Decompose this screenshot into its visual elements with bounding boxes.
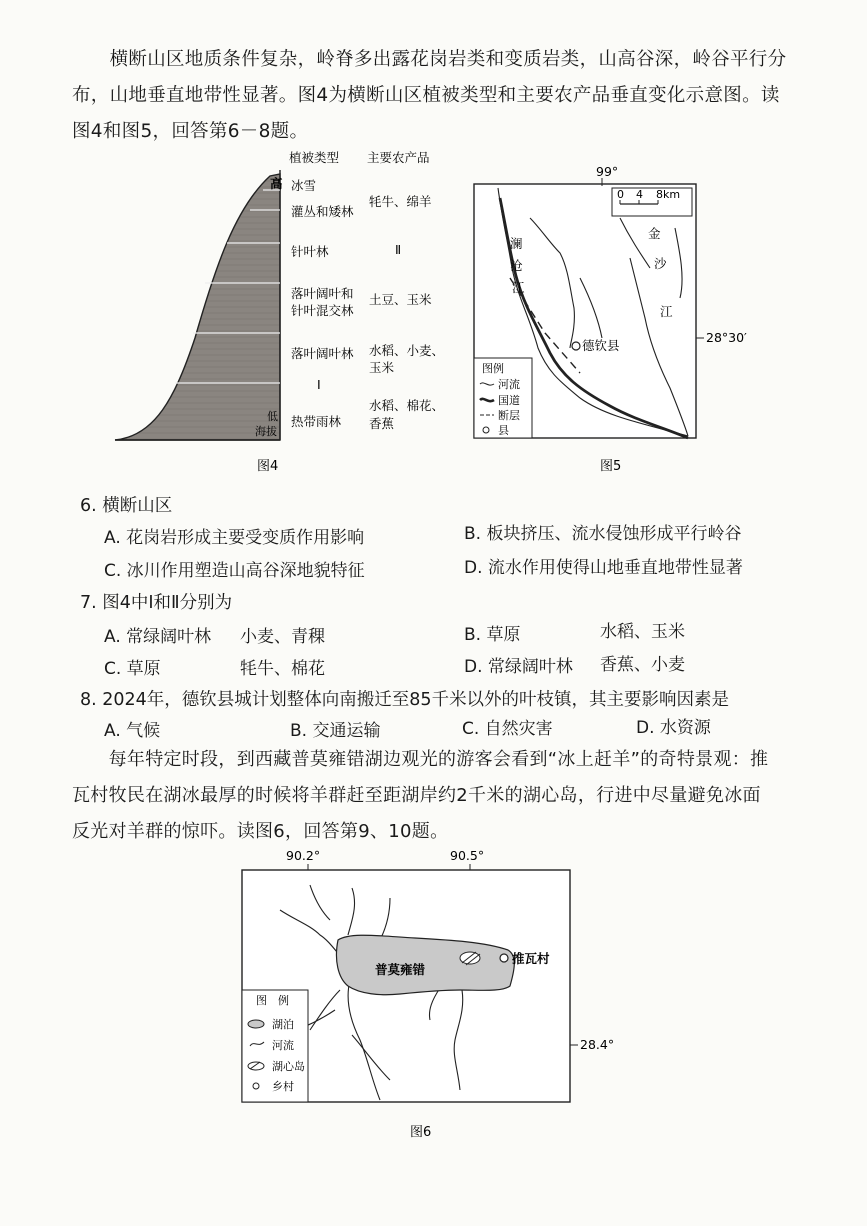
lancang-2: 沧	[510, 258, 523, 273]
lancang-3: 江	[512, 280, 525, 295]
lon-905-label: 90.5°	[450, 848, 485, 863]
intro2-line2: 瓦村牧民在湖冰最厚的时候将羊群赶至距湖岸约2千米的湖心岛，行进中尽量避免冰面	[72, 785, 761, 806]
legend6-village: 乡村	[272, 1080, 294, 1093]
q7-option-a-prod: 小麦、青稞	[240, 627, 325, 647]
tuiwa-village-label: 推瓦村	[512, 951, 550, 966]
q7-option-c-veg: C. 草原	[104, 659, 161, 679]
q7-stem: 7. 图4中Ⅰ和Ⅱ分别为	[80, 593, 233, 613]
jinsha-1: 金	[648, 226, 661, 241]
zone-veg-3a: 落叶阔叶和	[291, 286, 354, 301]
q8-option-d: D. 水资源	[636, 718, 711, 738]
q7-option-b-prod: 水稻、玉米	[600, 622, 685, 642]
q7-option-d-veg: D. 常绿阔叶林	[464, 657, 573, 677]
intro2-line3: 反光对羊群的惊吓。读图6，回答第9、10题。	[72, 821, 449, 842]
q8-option-c: C. 自然灾害	[462, 719, 553, 739]
zone-veg-3b: 针叶混交林	[291, 303, 354, 318]
q8-option-a: A. 气候	[104, 721, 161, 741]
scale-8km: 8km	[656, 188, 681, 201]
legend5-title: 图例	[482, 362, 504, 375]
figure-4-vegetation-diagram	[95, 148, 465, 478]
legend6-lake: 湖泊	[272, 1018, 294, 1031]
zone-prod-3: 土豆、玉米	[369, 292, 432, 307]
zone-prod-4a: 水稻、小麦、	[369, 343, 445, 358]
lon-99-label: 99°	[596, 164, 619, 179]
zone-prod-6a: 水稻、棉花、	[369, 398, 445, 413]
jinsha-3: 江	[660, 304, 673, 319]
figure-6-map	[240, 840, 640, 1150]
zone-veg-0: 冰雪	[291, 178, 317, 193]
legend6-island: 湖心岛	[272, 1060, 305, 1073]
q6-stem: 6. 横断山区	[80, 496, 173, 516]
q7-option-b-veg: B. 草原	[464, 625, 521, 645]
lancang-1: 澜	[510, 236, 523, 251]
q6-option-b: B. 板块挤压、流水侵蚀形成平行岭谷	[464, 524, 742, 544]
q7-option-a-veg: A. 常绿阔叶林	[104, 627, 212, 647]
zone-veg-5-roman: Ⅰ	[317, 377, 321, 392]
lake-label: 普莫雍错	[375, 962, 426, 977]
deqin-county-label: 德钦县	[582, 338, 620, 353]
tuiwa-village-marker	[500, 954, 508, 962]
scale-0: 0	[617, 188, 624, 201]
high-label: 高	[270, 176, 283, 191]
deqin-county-marker	[572, 342, 580, 350]
legend5-fault: 断层	[498, 409, 520, 422]
zone-prod-1: 牦牛、绵羊	[369, 194, 432, 209]
zone-veg-2: 针叶林	[291, 244, 329, 259]
q6-option-c: C. 冰川作用塑造山高谷深地貌特征	[104, 561, 365, 581]
legend6-title: 图 例	[256, 994, 289, 1007]
figure-6-caption: 图6	[410, 1125, 432, 1140]
zone-prod-4b: 玉米	[369, 360, 395, 375]
lat-284-label: 28.4°	[580, 1037, 615, 1052]
legend6-river: 河流	[272, 1039, 294, 1052]
legend5-county: 县	[498, 424, 509, 437]
figure-5-caption: 图5	[600, 459, 622, 474]
zone-veg-4: 落叶阔叶林	[291, 346, 354, 361]
q6-option-d: D. 流水作用使得山地垂直地带性显著	[464, 558, 743, 578]
intro-paragraph-1	[72, 42, 832, 150]
lon-902-label: 90.2°	[286, 848, 321, 863]
low-label: 低	[267, 410, 278, 423]
legend5-river: 河流	[498, 378, 520, 391]
zone-prod-2-roman: Ⅱ	[395, 242, 402, 257]
zone-prod-6b: 香蕉	[369, 416, 395, 431]
vegetation-header: 植被类型	[289, 150, 340, 165]
intro1-line1: 横断山区地质条件复杂，岭脊多出露花岗岩类和变质岩类，山高谷深，岭谷平行分	[72, 49, 787, 70]
intro1-line2: 布，山地垂直地带性显著。图4为横断山区植被类型和主要农产品垂直变化示意图。读	[72, 85, 780, 106]
intro-paragraph-2	[72, 742, 832, 850]
legend5-road: 国道	[498, 394, 520, 407]
q8-stem: 8. 2024年，德钦县城计划整体向南搬迁至85千米以外的叶枝镇，其主要影响因素是	[80, 690, 730, 710]
q6-option-a: A. 花岗岩形成主要受变质作用影响	[104, 528, 365, 548]
figure-5-map	[470, 158, 800, 478]
intro2-line1: 每年特定时段，到西藏普莫雍错湖边观光的游客会看到“冰上赶羊”的奇特景观：推	[72, 749, 769, 770]
figure-4-caption: 图4	[257, 459, 279, 474]
products-header: 主要农产品	[367, 150, 430, 165]
altitude-label: 海拔	[255, 425, 277, 438]
intro1-line3: 图4和图5，回答第6－8题。	[72, 121, 309, 142]
zone-veg-1: 灌丛和矮林	[291, 204, 354, 219]
q7-option-c-prod: 牦牛、棉花	[240, 659, 325, 679]
scale-4: 4	[636, 188, 643, 201]
q7-option-d-prod: 香蕉、小麦	[600, 655, 685, 675]
zone-veg-6: 热带雨林	[291, 414, 342, 429]
lat-label: 28°30′	[706, 330, 747, 345]
mountain-slope	[115, 174, 280, 440]
jinsha-2: 沙	[654, 256, 667, 271]
q8-option-b: B. 交通运输	[290, 721, 381, 741]
